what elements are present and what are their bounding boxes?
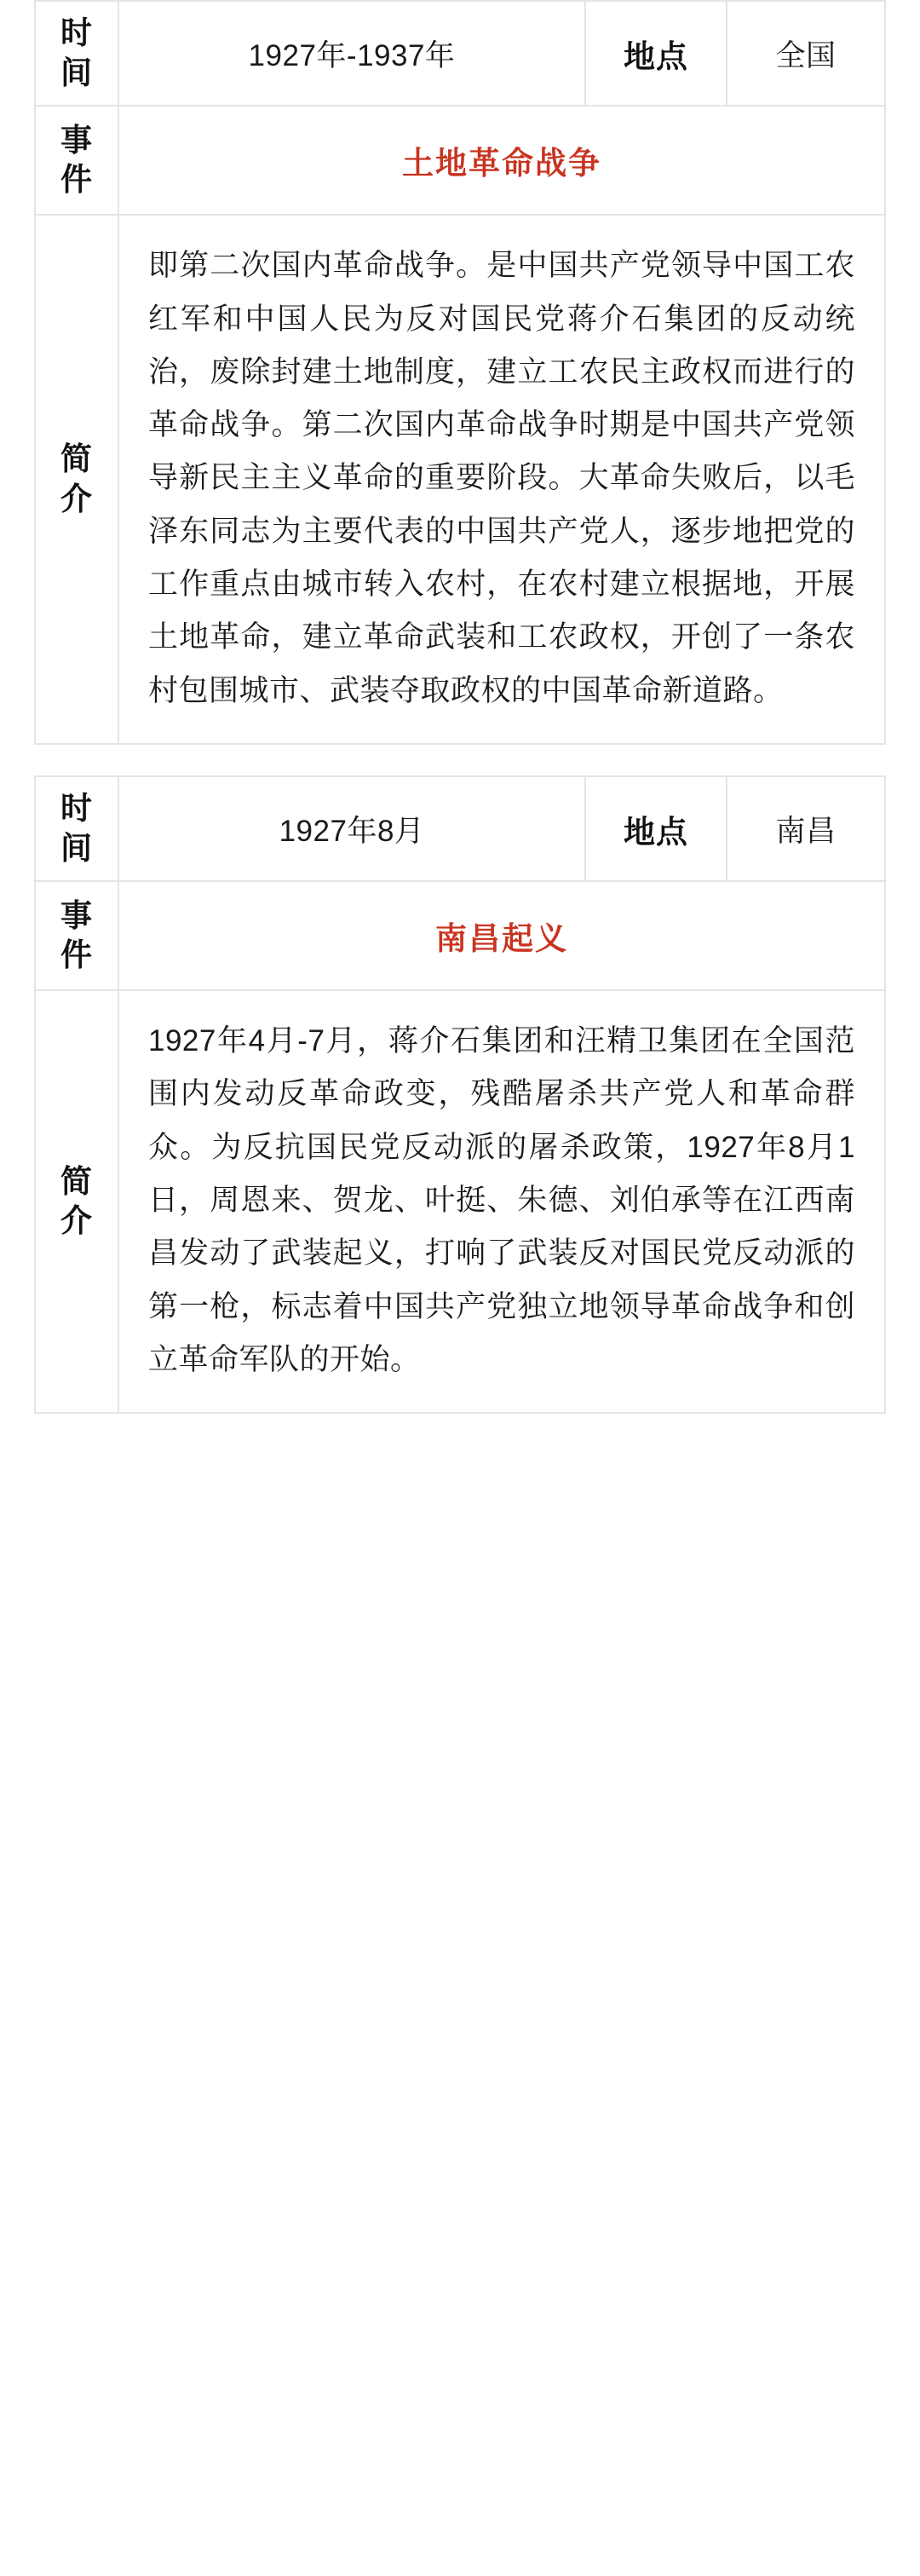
time-row [36,777,884,882]
time-value: 1927年-1937年 [119,2,586,105]
time-label [36,2,119,105]
event-label [36,107,119,214]
intro-label [36,216,119,743]
place-value: 全国 [775,38,837,72]
time-row [36,2,884,107]
intro-label-text: 简介 [60,441,93,516]
intro-text: 1927年4月-7月，蒋介石集团和汪精卫集团在全国范围内发动反革命政变，残酷屠杀共产党人和革命群众。为反抗国民党反动派的屠杀政策，1927年8月1日，周恩来、贺龙、叶挺、朱德、刘伯承等在江西南昌发动了武装起义，打响了武装反对国民党反动派的第一枪，标志着中国共产党独立地领导革命战争和创立革命军队的开始。 [148,1024,855,1376]
event-card [34,0,886,745]
event-label [36,882,119,989]
event-card [34,775,886,1414]
time-value: 1927年8月 [119,777,586,880]
place-label: 地点 [586,2,727,105]
intro-label-text: 简介 [60,1163,93,1239]
intro-row [36,216,884,743]
place-label: 地点 [586,777,727,880]
place-value: 南昌 [775,814,837,848]
intro-text: 即第二次国内革命战争。是中国共产党领导中国工农红军和中国人民为反对国民党蒋介石集团的反动统治，废除封建土地制度，建立工农民主政权而进行的革命战争。第二次国内革命战争时期是中国共产党领导新民主主义革命的重要阶段。大革命失败后，以毛泽东同志为主要代表的中国共产党人，逐步地把党的工作重点由城市转入农村，在农村建立根据地，开展土地革命，建立革命武装和工农政权，开创了一条农村包围城市、武装夺取政权的中国革命新道路。 [148,249,855,707]
time-label-text: 时间 [60,15,93,90]
event-label-text: 事件 [60,897,93,973]
intro-row [36,991,884,1412]
event-label-text: 事件 [60,122,93,198]
event-title: 土地革命战争 [402,146,601,182]
time-label-text: 时间 [60,790,93,866]
event-title: 南昌起义 [435,921,568,957]
intro-label [36,991,119,1412]
event-row [36,107,884,216]
time-label [36,777,119,880]
event-row [36,882,884,991]
